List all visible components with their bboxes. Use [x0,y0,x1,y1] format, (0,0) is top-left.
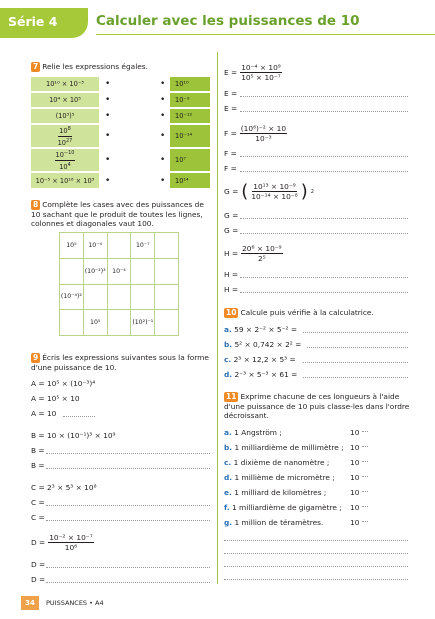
calc-item [224,325,297,334]
answer-line[interactable] [240,171,408,172]
link-dot[interactable]: • [105,95,111,105]
grid-cell[interactable] [107,284,131,310]
link-dot[interactable]: • [105,111,111,121]
item-expression: 2⁻³ × 5⁻³ × 61 = [234,370,298,379]
grid-cell[interactable]: 10⁻⁴ [83,233,107,259]
length-item [224,518,323,527]
length-item [224,443,344,452]
header-rule [96,34,435,35]
right-expression: 10⁷ [170,149,210,171]
item-text: 1 million de téramètres. [234,518,324,527]
length-item [224,428,282,437]
left-expression: 10¹⁰ × 10⁻³ [31,77,99,91]
exponent-blank[interactable] [362,476,368,477]
exercise-instruction: Relie les expressions égales. [42,62,149,71]
expression-B-label: B = [31,461,45,470]
grid-cell[interactable] [131,284,155,310]
expression-G-label: G = [224,226,239,235]
page-footer [0,596,435,612]
exponent-blank[interactable] [362,521,368,522]
answer-line[interactable] [240,218,408,219]
item-letter: c. [224,458,232,467]
answer-line[interactable] [240,277,408,278]
item-text: 1 dixième de nanomètre ; [233,458,330,467]
grid-cell[interactable] [60,310,84,336]
answer-line[interactable] [46,468,210,469]
expression-F [224,124,287,143]
link-dot[interactable]: • [105,155,111,165]
exercise-number: 8 [33,200,39,209]
left-expression: 10⁴ × 10⁵ [31,93,99,107]
answer-line[interactable] [240,111,408,112]
answer-line[interactable] [224,553,408,554]
exponent-blank[interactable] [362,446,368,447]
answer-line[interactable] [224,579,408,580]
expression-G-label: G = [224,211,239,220]
exponent-blank[interactable] [362,491,368,492]
answer-line[interactable] [63,416,95,417]
fraction-numerator: 20⁶ × 10⁻⁹ [242,244,282,253]
left-expression: $\frac{10^{-10}}{10^4}$ [31,149,99,171]
grid-cell[interactable] [83,284,107,310]
expression-E-label: E = [224,68,238,77]
exercise-number: 9 [33,353,39,362]
answer-line[interactable] [307,347,408,348]
item-letter: c. [224,355,232,364]
magic-square-grid [59,232,179,336]
expression-F-label: F = [224,129,237,138]
right-expression: 10¹⁰ [170,77,210,91]
grid-cell[interactable] [155,233,179,259]
power-base: 10 [350,503,360,512]
expression-D [31,533,94,552]
length-item [224,503,342,512]
answer-line[interactable] [240,96,408,97]
series-label: Série 4 [8,14,58,29]
grid-cell[interactable] [107,310,131,336]
expression-H-label: H = [224,285,239,294]
grid-cell[interactable] [155,258,179,284]
fraction-numerator: 10⁻² × 10⁻⁷ [49,533,93,542]
answer-line[interactable] [46,567,210,568]
answer-line[interactable] [303,377,408,378]
fraction-numerator: 10⁻⁴ × 10⁹ [241,63,281,72]
fraction-numerator: (10⁶)⁻² × 10 [240,124,287,133]
grid-cell[interactable]: 10⁻⁴ [107,258,131,284]
expression-G: G = ( $\frac{\text{10¹³ × 10⁻⁹}}{\text{10⁻¹⁴ × 10⁻⁸}}$ ) 2 [224,180,314,202]
exercise-instruction: Complète les cases avec des puissances de 10 sachant que le produit de toutes les lignes, colonnes et diagonales vaut 100. [31,200,204,229]
power-base: 10 [350,518,360,527]
expression-D-label: D = [31,560,46,569]
exercise-11-header [224,392,410,421]
footer-text: PUISSANCES • A4 [46,599,104,607]
left-expression: 10⁻⁵ × 10¹⁶ × 10³ [31,173,99,188]
expression-E-label: E = [224,104,238,113]
item-letter: b. [224,443,233,452]
fraction-denominator: 10⁶ [64,543,78,552]
exercise-instruction: Exprime chacune de ces longueurs à l'aide d'une puissance de 10 puis classe-les dans l'ordre décroissant. [224,392,410,421]
exponent-blank[interactable] [362,431,368,432]
calc-item [224,340,301,349]
fraction-denominator: 10⁵ × 10⁻⁷ [241,73,281,82]
answer-line[interactable] [303,332,408,333]
exercise-9-header [31,353,211,372]
answer-line[interactable] [240,233,408,234]
right-expression: 10⁻⁹ [170,93,210,107]
expression-H-label: H = [224,270,239,279]
answer-line[interactable] [224,566,408,567]
grid-cell[interactable]: 10⁵ [60,233,84,259]
expression-C: C = 2³ × 5³ × 10⁸ [31,483,97,492]
fraction-denominator: 2⁵ [258,254,266,263]
exercise-number: 7 [33,62,39,71]
answer-line[interactable] [240,156,408,157]
expression-G-label: G = [224,187,239,196]
answer-line[interactable] [224,540,408,541]
grid-cell[interactable]: (10⁻⁴)² [60,284,84,310]
grid-cell[interactable] [131,258,155,284]
item-letter: g. [224,518,233,527]
item-text: 1 milliard de kilomètres ; [234,488,327,497]
link-dot[interactable]: • [105,131,111,141]
grid-cell[interactable] [155,284,179,310]
exercise-8-header [31,200,211,229]
expression-A-step: A = 10⁵ × 10 [31,394,80,403]
length-item [224,473,335,482]
exercise-number: 11 [226,392,237,401]
expression-D-label: D = [31,575,46,584]
answer-line[interactable] [303,362,408,363]
power-base: 10 [350,473,360,482]
item-expression: 59 × 2⁻² × 5⁻² = [234,325,298,334]
grid-cell[interactable] [107,233,131,259]
answer-line[interactable] [46,582,210,583]
item-text: 1 Angström ; [234,428,282,437]
expression-A-step: A = 10 [31,409,57,418]
expression-H [224,244,283,263]
item-text: 1 milliardième de gigamètre ; [231,503,342,512]
power-base: 10 [350,458,360,467]
link-dot[interactable]: • [160,155,166,165]
grid-cell[interactable]: 10⁻⁷ [131,233,155,259]
item-expression: 5² × 0,742 × 2² = [234,340,302,349]
item-text: 1 millième de micromètre ; [234,473,335,482]
expression-E [224,63,282,82]
length-item [224,488,326,497]
item-letter: e. [224,488,232,497]
fraction-numerator: 10¹³ × 10⁻⁹ [253,182,296,191]
link-dot[interactable]: • [105,176,111,186]
expression-C-label: C = [31,498,45,507]
expression-F-label: F = [224,164,237,173]
link-dot[interactable]: • [105,79,111,89]
power-base: 10 [350,488,360,497]
answer-line[interactable] [240,292,408,293]
right-expression: 10⁻¹² [170,109,210,123]
expression-B-label: B = [31,446,45,455]
exercise-10-header [224,308,374,318]
expression-C-label: C = [31,513,45,522]
power-base: 10 [350,428,360,437]
fraction-denominator: 10⁻¹⁴ × 10⁻⁸ [251,192,298,201]
link-dot[interactable]: • [160,79,166,89]
grid-cell[interactable] [60,258,84,284]
grid-cell[interactable]: (10²)⁻¹ [131,310,155,336]
expression-A-step: A = 10⁵ × (10⁻³)⁴ [31,379,96,388]
right-expression: 10¹⁴ [170,173,210,188]
exponent-blank[interactable] [362,506,368,507]
expression-B: B = 10 × (10⁻¹)³ × 10⁹ [31,431,116,440]
exercise-7-header [31,62,148,72]
power-base: 10 [350,443,360,452]
left-expression: (10³)⁵ [31,109,99,123]
item-text: 1 milliardième de millimètre ; [234,443,344,452]
expression-F-label: F = [224,149,237,158]
exponent-blank[interactable] [362,461,368,462]
link-dot[interactable]: • [160,95,166,105]
fraction-denominator: 10⁻³ [255,134,272,143]
grid-cell[interactable]: (10⁻²)³ [83,258,107,284]
grid-cell[interactable]: 10⁵ [83,310,107,336]
exercise-instruction: Calcule puis vérifie à la calculatrice. [240,308,374,317]
column-divider [217,52,218,584]
item-letter: b. [224,340,233,349]
grid-cell[interactable] [155,310,179,336]
item-letter: d. [224,370,233,379]
item-expression: 2³ × 12,2 × 5³ = [233,355,296,364]
item-letter: a. [224,325,232,334]
answer-line[interactable] [46,453,210,454]
page-title: Calculer avec les puissances de 10 [96,13,360,29]
left-expression: $\frac{10^8}{10^{27}}$ [31,125,99,147]
link-dot[interactable]: • [160,176,166,186]
answer-line[interactable] [46,520,210,521]
expression-H-label: H = [224,249,239,258]
calc-item [224,370,297,379]
right-expression: 10⁻¹⁴ [170,125,210,147]
page-number: 34 [21,596,39,610]
expression-D-label: D = [31,538,46,547]
item-letter: d. [224,473,233,482]
page-header [0,0,435,44]
link-dot[interactable]: • [160,131,166,141]
item-letter: f. [224,503,230,512]
expression-E-label: E = [224,89,238,98]
link-dot[interactable]: • [160,111,166,121]
exercise-number: 10 [226,308,237,317]
answer-line[interactable] [46,505,210,506]
exercise-instruction: Écris les expressions suivantes sous la forme d'une puissance de 10. [31,353,209,372]
power-exponent: 2 [310,188,314,195]
calc-item [224,355,296,364]
item-letter: a. [224,428,232,437]
length-item [224,458,329,467]
